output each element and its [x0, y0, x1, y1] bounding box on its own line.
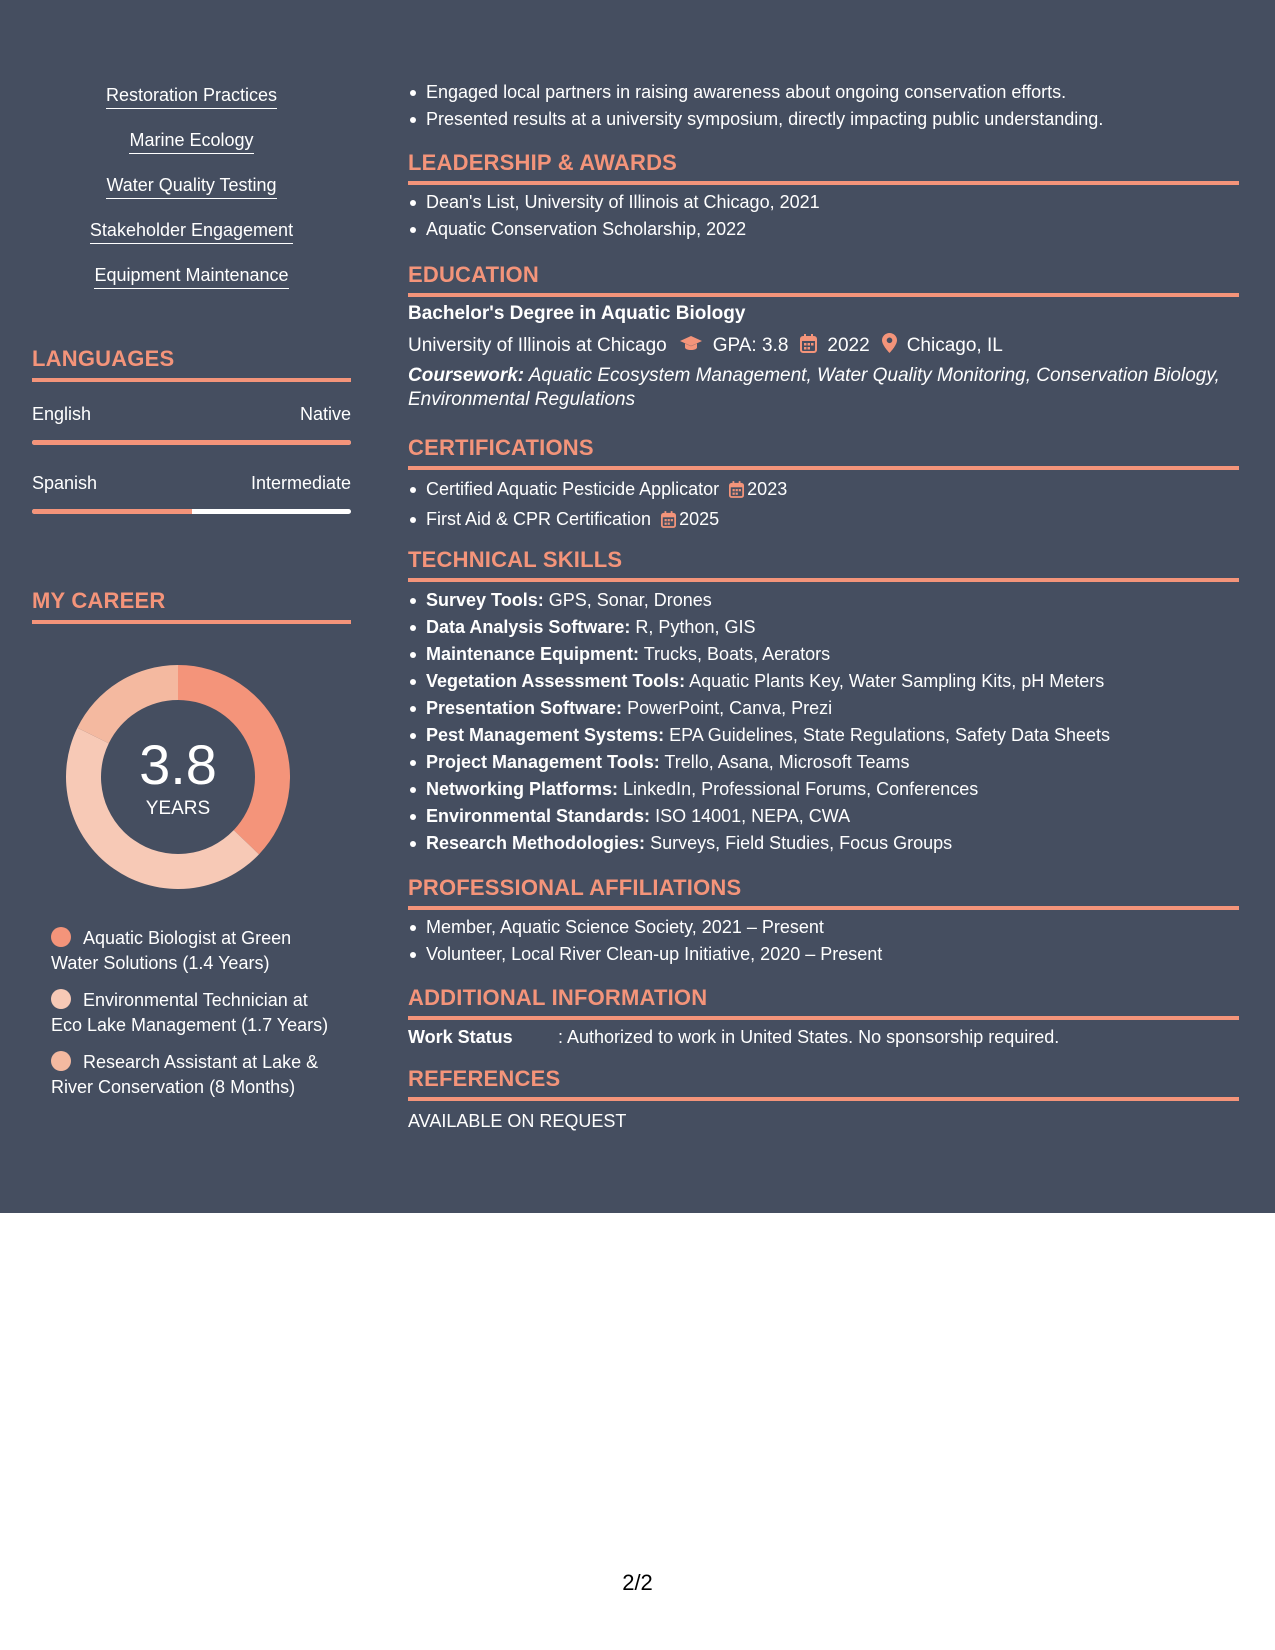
list-item: Data Analysis Software: R, Python, GIS — [408, 614, 1239, 641]
list-item: Presented results at a university symposium, directly impacting public understanding. — [408, 106, 1239, 133]
legend-dot-icon — [51, 989, 71, 1009]
education-gpa: GPA: 3.8 — [712, 335, 789, 356]
list-item: Certified Aquatic Pesticide Applicator 2023 — [408, 476, 1239, 506]
language-proficiency-bar — [32, 440, 351, 445]
language-level: Native — [299, 404, 351, 424]
language-proficiency-bar — [32, 509, 351, 514]
calendar-icon — [729, 479, 744, 506]
affiliations-heading: PROFESSIONAL AFFILIATIONS — [408, 875, 1239, 910]
list-item: Dean's List, University of Illinois at Chicago, 2021 — [408, 189, 1239, 216]
education-year: 2022 — [827, 335, 870, 356]
list-item: Engaged local partners in raising awareness about ongoing conservation efforts. — [408, 79, 1239, 106]
career-total-unit: YEARS — [145, 798, 211, 819]
education-coursework: Coursework: Aquatic Ecosystem Management, Water Quality Monitoring, Conservation Biology, Environmental Regulations — [408, 365, 1220, 410]
education-school: University of Illinois at Chicago — [408, 335, 667, 356]
career-legend-item: Environmental Technician at Eco Lake Management (1.7 Years) — [51, 990, 329, 1035]
graduation-cap-icon — [679, 335, 703, 357]
certifications-list — [408, 476, 1239, 536]
skill-item: Water Quality Testing — [32, 174, 351, 219]
education-heading: EDUCATION — [408, 262, 1239, 297]
calendar-icon — [661, 509, 676, 536]
list-item: Presentation Software: PowerPoint, Canva, Prezi — [408, 695, 1239, 722]
list-item: Volunteer, Local River Clean-up Initiative, 2020 – Present — [408, 941, 1239, 968]
skill-item: Stakeholder Engagement — [32, 219, 351, 264]
affiliations-list — [408, 914, 1239, 968]
skill-item: Marine Ecology — [32, 129, 351, 174]
list-item: Research Methodologies: Surveys, Field Studies, Focus Groups — [408, 830, 1239, 857]
career-legend — [51, 926, 341, 1112]
career-legend-item: Research Assistant at Lake & River Conservation (8 Months) — [51, 1052, 319, 1097]
career-donut-slice — [77, 665, 178, 743]
references-text: AVAILABLE ON REQUEST — [408, 1111, 627, 1131]
page-number: 2/2 — [622, 1570, 653, 1595]
technical-skills-heading: TECHNICAL SKILLS — [408, 547, 1239, 582]
language-english — [32, 404, 351, 445]
career-legend-item: Aquatic Biologist at Green Water Solutions (1.4 Years) — [51, 928, 292, 973]
skills-list — [32, 84, 351, 309]
technical-skills-list — [408, 587, 1239, 857]
education-location: Chicago, IL — [906, 335, 1003, 356]
list-item: Aquatic Conservation Scholarship, 2022 — [408, 216, 1239, 243]
list-item: Environmental Standards: ISO 14001, NEPA, CWA — [408, 803, 1239, 830]
list-item: Survey Tools: GPS, Sonar, Drones — [408, 587, 1239, 614]
list-item: Vegetation Assessment Tools: Aquatic Plants Key, Water Sampling Kits, pH Meters — [408, 668, 1239, 695]
languages-heading: LANGUAGES — [32, 346, 351, 382]
education-meta — [408, 333, 1003, 359]
language-proficiency-fill — [32, 509, 192, 514]
language-name: Spanish — [32, 473, 98, 493]
calendar-icon — [800, 334, 817, 359]
language-proficiency-fill — [32, 440, 351, 445]
leadership-list — [408, 189, 1239, 243]
skill-item: Equipment Maintenance — [32, 264, 351, 309]
career-heading: MY CAREER — [32, 588, 351, 624]
certifications-heading: CERTIFICATIONS — [408, 435, 1239, 470]
list-item: Project Management Tools: Trello, Asana, Microsoft Teams — [408, 749, 1239, 776]
list-item: First Aid & CPR Certification 2025 — [408, 506, 1239, 536]
education-degree: Bachelor's Degree in Aquatic Biology — [408, 303, 746, 324]
experience-bullets — [408, 79, 1239, 133]
list-item: Maintenance Equipment: Trucks, Boats, Aerators — [408, 641, 1239, 668]
list-item: Member, Aquatic Science Society, 2021 – Present — [408, 914, 1239, 941]
references-heading: REFERENCES — [408, 1066, 1239, 1101]
list-item: Pest Management Systems: EPA Guidelines, State Regulations, Safety Data Sheets — [408, 722, 1239, 749]
legend-dot-icon — [51, 1051, 71, 1071]
legend-dot-icon — [51, 927, 71, 947]
skill-item: Restoration Practices — [32, 84, 351, 129]
additional-info-heading: ADDITIONAL INFORMATION — [408, 985, 1239, 1020]
location-pin-icon — [882, 333, 897, 359]
language-name: English — [32, 404, 92, 424]
work-status: Work Status : Authorized to work in United States. No sponsorship required. — [408, 1027, 1060, 1047]
language-spanish — [32, 473, 351, 514]
leadership-heading: LEADERSHIP & AWARDS — [408, 150, 1239, 185]
list-item: Networking Platforms: LinkedIn, Professional Forums, Conferences — [408, 776, 1239, 803]
career-total-years: 3.8 — [139, 733, 217, 796]
language-level: Intermediate — [250, 473, 351, 493]
